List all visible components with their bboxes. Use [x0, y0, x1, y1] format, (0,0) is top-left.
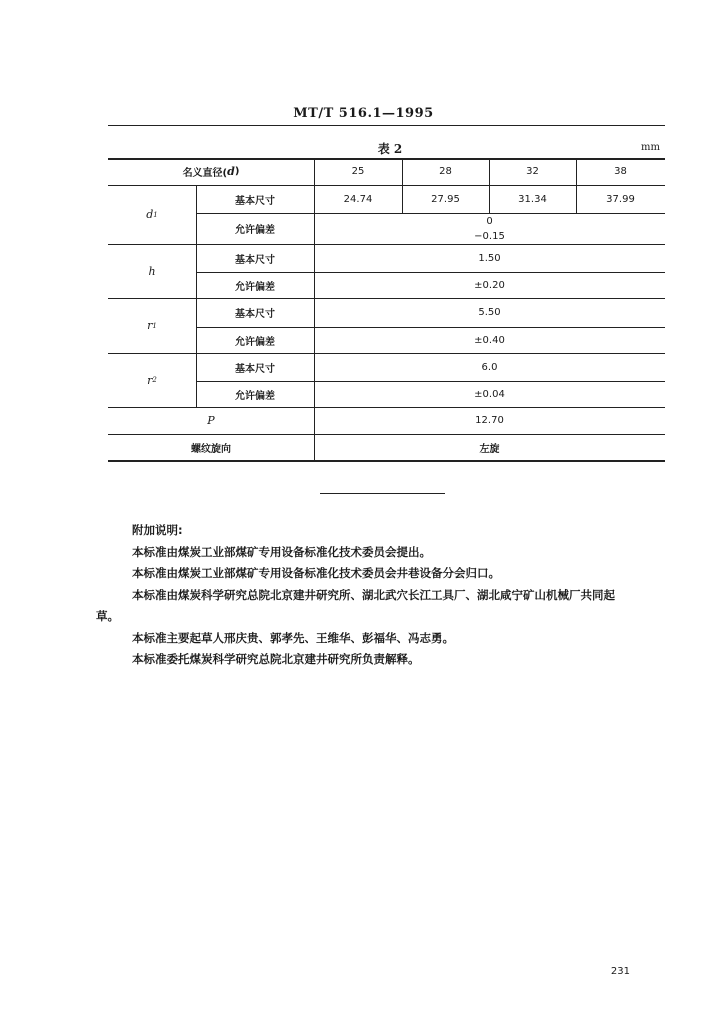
tolerance-label: 允许偏差: [235, 336, 275, 348]
nominal-symbol: d: [227, 165, 235, 178]
symbol-subscript: 1: [153, 210, 158, 219]
tolerance-value: ±0.20: [474, 279, 505, 291]
nominal-diameter-header: [108, 158, 314, 185]
note-line: 本标准由煤炭工业部煤矿专用设备标准化技术委员会提出。: [132, 544, 431, 559]
symbol-letter: r: [147, 373, 153, 387]
symbol-d1: [108, 185, 196, 244]
tolerance-value: ±0.04: [474, 388, 505, 400]
dimension-table: [108, 158, 665, 461]
thread-direction-value: 左旋: [479, 443, 500, 455]
symbol-subscript: 1: [152, 321, 157, 330]
basic-size-label: 基本尺寸: [235, 363, 275, 375]
page-number: 231: [610, 966, 630, 977]
table-unit: mm: [641, 142, 660, 153]
note-line: 本标准主要起草人邢庆贵、郭孝先、王维华、彭福华、冯志勇。: [132, 630, 454, 645]
symbol-letter: r: [147, 319, 153, 332]
symbol-r1: [108, 298, 196, 353]
note-line: 本标准由煤炭科学研究总院北京建井研究所、湖北武穴长江工具厂、湖北咸宁矿山机械厂共同起: [132, 587, 615, 602]
tolerance-label: 允许偏差: [235, 225, 275, 236]
basic-value: 31.34: [518, 193, 547, 205]
nominal-close: ): [234, 166, 240, 177]
note-line-continuation: 草。: [96, 609, 119, 623]
note-line: 本标准委托煤炭科学研究总院北京建井研究所负责解释。: [132, 652, 420, 666]
tolerance-lower: −0.15: [474, 230, 505, 242]
basic-size-label: 基本尺寸: [235, 309, 275, 320]
basic-value: 5.50: [478, 307, 501, 318]
size-header: 38: [614, 166, 627, 177]
basic-size-label: 基本尺寸: [235, 195, 275, 207]
basic-value: 24.74: [343, 193, 373, 205]
tolerance-value: [314, 213, 665, 244]
standard-number: MT/T 516.1—1995: [293, 106, 434, 121]
end-rule: [320, 493, 445, 494]
symbol-p: P: [207, 414, 215, 427]
basic-value: 27.95: [431, 193, 460, 205]
size-header: 25: [351, 166, 365, 177]
basic-value: 6.0: [481, 361, 498, 373]
basic-value: 1.50: [478, 252, 501, 264]
additional-notes: [96, 520, 664, 671]
tolerance-label: 允许偏差: [235, 281, 275, 293]
tolerance-upper: 0: [486, 215, 493, 227]
table-bottom-rule: [108, 460, 665, 462]
symbol-r2: [108, 353, 196, 407]
table-title: 表 2: [377, 142, 403, 156]
pitch-value: 12.70: [475, 415, 504, 426]
size-header: 28: [439, 166, 452, 177]
symbol-letter: h: [148, 264, 156, 278]
header-rule: [108, 125, 665, 126]
tolerance-value: ±0.40: [474, 334, 505, 346]
thread-direction-label: 螺纹旋向: [191, 443, 231, 455]
note-line: 本标准由煤炭工业部煤矿专用设备标准化技术委员会井巷设备分会归口。: [132, 566, 500, 580]
symbol-subscript: 2: [152, 376, 157, 384]
symbol-h: [108, 244, 196, 298]
notes-heading: 附加说明:: [132, 523, 183, 537]
basic-value: 37.99: [606, 193, 635, 205]
symbol-letter: d: [146, 208, 154, 221]
size-header: 32: [526, 166, 539, 177]
nominal-label: 名义直径(: [182, 168, 228, 179]
basic-size-label: 基本尺寸: [235, 254, 275, 266]
tolerance-label: 允许偏差: [235, 390, 275, 402]
